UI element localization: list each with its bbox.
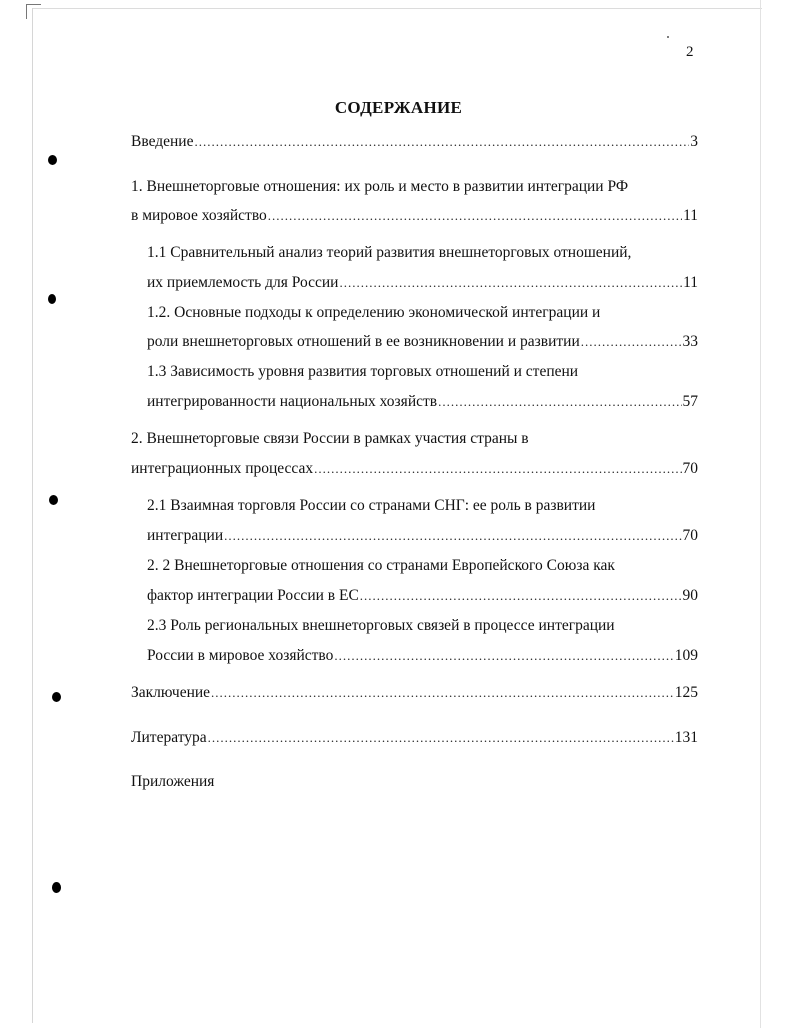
- dot-leader: [438, 394, 681, 410]
- dot-leader: [334, 648, 673, 664]
- page-number: 2: [686, 44, 694, 60]
- toc-entry-text: Введение: [131, 133, 194, 150]
- toc-entry-text: Литература: [131, 729, 207, 746]
- dot-leader: [224, 528, 681, 544]
- punch-hole-5: [52, 882, 61, 893]
- toc-page-number: 11: [683, 274, 698, 291]
- toc-entry-s12: [147, 333, 698, 351]
- page-edge-right: [760, 0, 761, 1028]
- toc-entry-text: их приемлемость для России: [147, 274, 339, 291]
- page-edge-left: [32, 8, 33, 1023]
- toc-entry-text: роли внешнеторговых отношений в ее возникновении и развитии: [147, 333, 580, 350]
- dot-leader: [339, 275, 682, 291]
- dot-leader: [208, 730, 674, 746]
- toc-entry-s22: [147, 587, 698, 605]
- toc-entry-text: фактор интеграции России в ЕС: [147, 587, 359, 604]
- toc-entry-s23-line1: 2.3 Роль региональных внешнеторговых связей в процессе интеграции: [147, 617, 615, 634]
- punch-hole-4: [52, 692, 61, 702]
- toc-entry-s13-line1: 1.3 Зависимость уровня развития торговых отношений и степени: [147, 363, 579, 380]
- toc-entry-ch2: [131, 460, 698, 478]
- toc-entry-s22-line1: 2. 2 Внешнеторговые отношения со странами Европейского Союза как: [147, 557, 615, 574]
- toc-entry-text: России в мировое хозяйство: [147, 647, 334, 664]
- dot-leader: [360, 588, 682, 604]
- toc-entry-appendix: Приложения: [131, 773, 215, 790]
- toc-entry-intro: [131, 133, 698, 151]
- toc-entry-conclusion: [131, 684, 698, 702]
- dot-leader: [194, 134, 689, 150]
- toc-entry-text: в мировое хозяйство: [131, 207, 267, 224]
- toc-entry-ch1: [131, 207, 698, 225]
- toc-page-number: 109: [674, 647, 698, 664]
- dot-leader: [211, 685, 674, 701]
- punch-hole-1: [48, 155, 57, 165]
- toc-entry-s11: [147, 274, 698, 292]
- toc-page-number: 3: [690, 133, 698, 150]
- dot-leader: [268, 208, 682, 224]
- toc-entry-s23: [147, 647, 698, 665]
- punch-hole-2: [48, 294, 56, 304]
- corner-mark: [26, 4, 41, 19]
- toc-page-number: 90: [682, 587, 698, 604]
- toc-entry-text: интеграции: [147, 527, 224, 544]
- page-edge-top: [32, 8, 762, 9]
- toc-entry-s21: [147, 527, 698, 545]
- punch-hole-3: [49, 495, 58, 505]
- toc-entry-s21-line1: 2.1 Взаимная торговля России со странами СНГ: ее роль в развитии: [147, 497, 596, 514]
- page-title: СОДЕРЖАНИЕ: [334, 98, 463, 117]
- toc-entry-text: Заключение: [131, 684, 211, 701]
- toc-entry-literature: [131, 729, 698, 747]
- toc-entry-text: интегрированности национальных хозяйств: [147, 393, 438, 410]
- toc-page-number: 70: [682, 527, 698, 544]
- speck: [667, 36, 669, 38]
- dot-leader: [314, 461, 681, 477]
- toc-entry-s12-line1: 1.2. Основные подходы к определению экономической интеграции и: [147, 304, 601, 321]
- toc-entry-s11-line1: 1.1 Сравнительный анализ теорий развития внешнеторговых отношений,: [147, 244, 632, 261]
- toc-page-number: 125: [674, 684, 698, 701]
- toc-page-number: 57: [682, 393, 698, 410]
- toc-page-number: 33: [682, 333, 698, 350]
- toc-page-number: 70: [682, 460, 698, 477]
- toc-entry-ch1-line1: 1. Внешнеторговые отношения: их роль и место в развитии интеграции РФ: [131, 178, 629, 195]
- toc-entry-s13: [147, 393, 698, 411]
- toc-entry-text: интеграционных процессах: [131, 460, 314, 477]
- toc-page-number: 131: [674, 729, 698, 746]
- toc-page-number: 11: [683, 207, 698, 224]
- dot-leader: [581, 334, 682, 350]
- toc-entry-ch2-line1: 2. Внешнеторговые связи России в рамках участия страны в: [131, 430, 529, 447]
